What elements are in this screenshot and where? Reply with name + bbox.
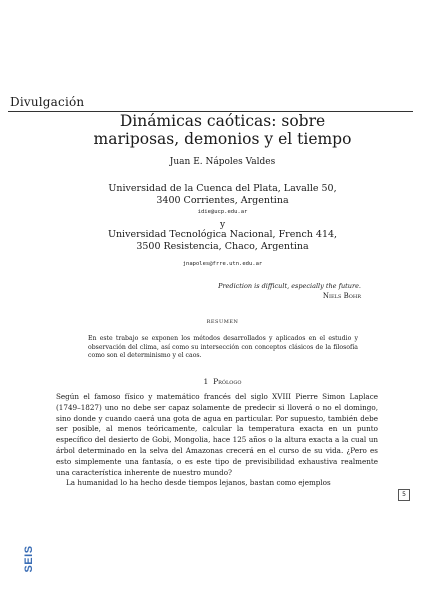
- title-line-2: mariposas, demonios y el tiempo: [93, 130, 352, 148]
- abstract-text: En este trabajo se exponen los métodos desarrollados y aplicados en el estudio y observación del clima, así como su intersección con conceptos clásicos de la filosofía como son el determinismo y el caos.: [88, 335, 358, 360]
- author-name: Juan E. Nápoles Valdes: [169, 157, 276, 167]
- section-label: Divulgación: [10, 95, 85, 109]
- journal-logo-text: SEIS: [22, 545, 35, 573]
- journal-logo: [22, 540, 36, 578]
- title-line-1: Dinámicas caóticas: sobre: [119, 112, 326, 130]
- affiliation-first-email: idie@ucp.edu.ar: [197, 209, 248, 215]
- body-paragraph-1: Según el famoso físico y matemático francés del siglo XVIII Pierre Simon Laplace (1749–1827) uno no debe ser capaz solamente de predecir si lloverá o no el domingo, sino donde y cuando caerá una gota de agua en particular. Por supuesto, también debe ser posible, al menos teóricamente, calcular la temperatura exacta en un punto específico del desierto de Gobi, Mongolia, hace 125 años o la altura exacta a la cual un árbol determinado en la selva del Amazonas crecerá en el curso de su vida. ¿Pero es esto simplemente una fantasía, o es este tipo de previsibilidad exhaustiva realmente una característica inherente de nuestro mundo?: [56, 392, 378, 477]
- affiliation-conjunction: y: [219, 220, 226, 230]
- section-number: 1: [203, 377, 209, 386]
- section-title: Prólogo: [213, 377, 242, 386]
- article-title: [60, 112, 385, 148]
- page-number: 5: [398, 489, 410, 501]
- affiliation-second: [60, 229, 385, 253]
- affiliation-first-line-2: 3400 Corrientes, Argentina: [156, 195, 289, 206]
- affiliation-first-line-1: Universidad de la Cuenca del Plata, Lavalle 50,: [108, 183, 337, 194]
- affiliation-second-line-1: Universidad Tecnológica Nacional, French 414,: [107, 229, 338, 240]
- section-heading: [60, 377, 385, 386]
- body-text: [56, 392, 378, 489]
- body-paragraph-2: La humanidad lo ha hecho desde tiempos lejanos, bastan como ejemplos: [66, 478, 331, 488]
- epigraph: [218, 281, 361, 301]
- affiliation-first: [60, 183, 385, 207]
- epigraph-attribution: Niels Bohr: [322, 292, 361, 300]
- abstract-heading: RESUMEN: [206, 319, 239, 325]
- affiliation-second-line-2: 3500 Resistencia, Chaco, Argentina: [136, 241, 309, 252]
- affiliation-second-email: jnapoles@frre.utn.edu.ar: [182, 261, 263, 267]
- epigraph-quote: Prediction is difficult, especially the future.: [218, 282, 361, 290]
